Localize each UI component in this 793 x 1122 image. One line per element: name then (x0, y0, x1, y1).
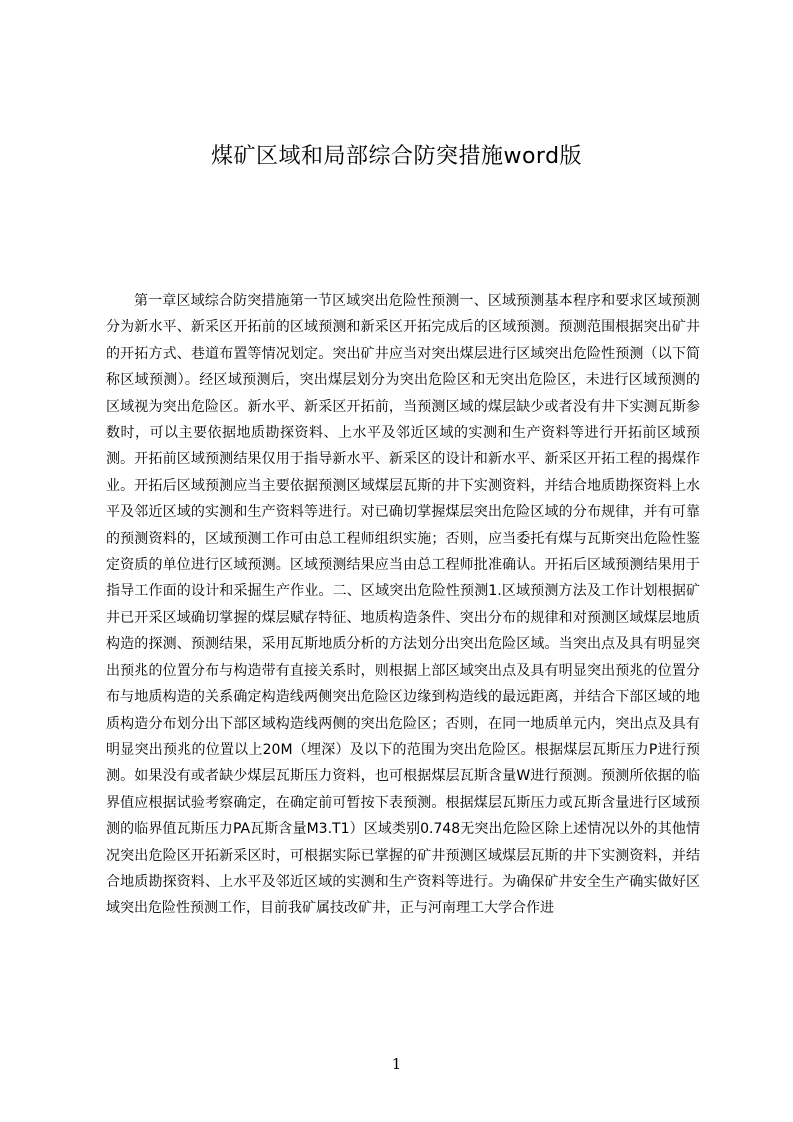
body-paragraph: 第一章区域综合防突措施第一节区域突出危险性预测一、区域预测基本程序和要求区域预测分为新水平、新采区开拓前的区域预测和新采区开拓完成后的区域预测。预测范围根据突出矿井的开拓方式、巷道布置等情况划定。突出矿井应当对突出煤层进行区域突出危险性预测（以下简称区域预测）。经区域预测后，突出煤层划分为突出危险区和无突出危险区，未进行区域预测的区域视为突出危险区。新水平、新采区开拓前，当预测区域的煤层缺少或者没有井下实测瓦斯参数时，可以主要依据地质勘探资料、上水平及邻近区域的实测和生产资料等进行开拓前区域预测。开拓前区域预测结果仅用于指导新水平、新采区的设计和新水平、新采区开拓工程的揭煤作业。开拓后区域预测应当主要依据预测区域煤层瓦斯的井下实测资料，并结合地质勘探资料上水平及邻近区域的实测和生产资料等进行。对已确切掌握煤层突出危险区域的分布规律，并有可靠的预测资料的，区域预测工作可由总工程师组织实施；否则，应当委托有煤与瓦斯突出危险性鉴定资质的单位进行区域预测。区域预测结果应当由总工程师批准确认。开拓后区域预测结果用于指导工作面的设计和采掘生产作业。二、区域突出危险性预测1.区域预测方法及工作计划根据矿井已开采区域确切掌握的煤层赋存特征、地质构造条件、突出分布的规律和对预测区域煤层地质构造的探测、预测结果，采用瓦斯地质分析的方法划分出突出危险区域。当突出点及具有明显突出预兆的位置分布与构造带有直接关系时，则根据上部区域突出点及具有明显突出预兆的位置分布与地质构造的关系确定构造线两侧突出危险区边缘到构造线的最远距离，并结合下部区域的地质构造分布划分出下部区域构造线两侧的突出危险区；否则，在同一地质单元内，突出点及具有明显突出预兆的位置以上20M（埋深）及以下的范围为突出危险区。根据煤层瓦斯压力P进行预测。如果没有或者缺少煤层瓦斯压力资料，也可根据煤层瓦斯含量W进行预测。预测所依据的临界值应根据试验考察确定，在确定前可暂按下表预测。根据煤层瓦斯压力或瓦斯含量进行区域预测的临界值瓦斯压力PA瓦斯含量M3.T1）区域类别0.748无突出危险区除上述情况以外的其他情况突出危险区开拓新采区时，可根据实际已掌握的矿井预测区域煤层瓦斯的井下实测资料，并结合地质勘探资料、上水平及邻近区域的实测和生产资料等进行。为确保矿井安全生产确实做好区域突出危险性预测工作，目前我矿属技改矿井，正与河南理工大学合作进 (106, 293, 700, 917)
document-title: 煤矿区域和局部综合防突措施word版 (210, 144, 583, 169)
page-number: 1 (391, 1055, 402, 1073)
